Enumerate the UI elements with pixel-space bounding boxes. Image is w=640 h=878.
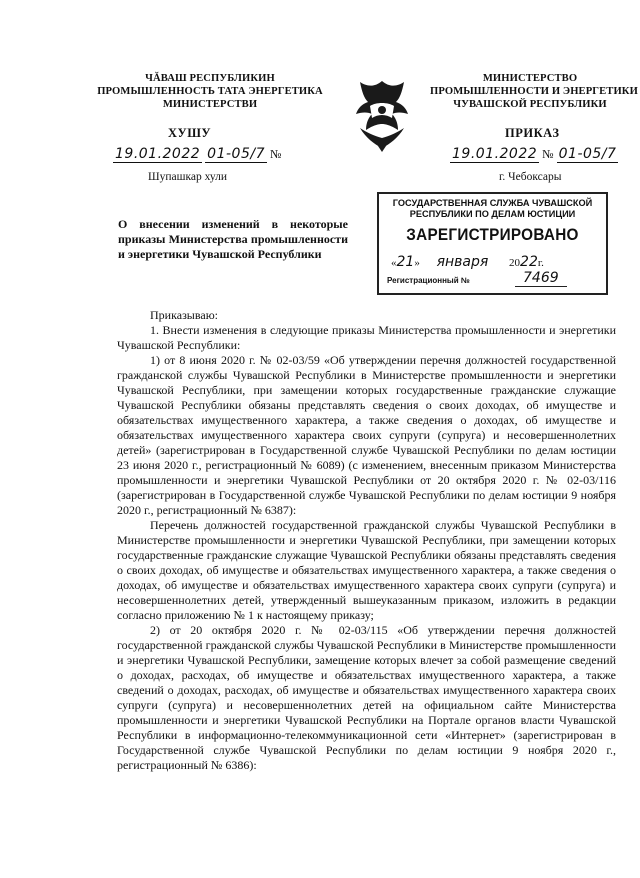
body-paragraph: 1) от 8 июня 2020 г. № 02-03/59 «Об утверждении перечня должностей государственной гражданской службы Чувашской Республики в Министерстве промышленности и энергетики Чувашской Республики, при замещении которых государственные гражданские служащие Чувашской Республики обязаны представлять сведения о своих доходах, об имуществе и обязательствах имущественного характера, а также сведения о доходах, об имуществе и обязательствах имущественного характера своих супруги (супруга) и несовершеннолетних детей» (зарегистрирован в Государственной службе Чувашской Республики по делам юстиции 23 июня 2020 г., регистрационный № 6089) (с изменением, внесенным приказом Министерства промышленности и энергетики Чувашской Республики от 20 октября 2020 г. № 02-03/116 (зарегистрирован в Государственной службе Чувашской Республики по делам юстиции 9 ноября 2020 г., регистрационный № 6387): [117, 353, 616, 517]
handwritten-date: 19.01.2022 [115, 146, 201, 162]
doc-type-left: ХУШУ [168, 126, 212, 140]
stamp-month: января [436, 254, 489, 270]
document-subject: О внесении изменений в некоторые приказы Министерства промышленности и энергетики Чувашской Республики [118, 217, 348, 261]
stamp-date: «21» января 2022г. [391, 254, 544, 270]
handwritten-number: 01-05/7 [558, 146, 617, 162]
number-line-left [113, 146, 281, 162]
body-paragraph: 2) от 20 октября 2020 г. № 02-03/115 «Об утверждении перечня должностей государственной гражданской службы Чувашской Республики в Министерстве промышленности и энергетики Чувашской Республики, замещение которых влечет за собой размещение сведений о доходах, расходах, об имуществе и обязательствах имущественного характера, а также сведений о доходах, расходах, об имуществе и обязательствах имущественного характера своих супруги (супруга) и несовершеннолетних детей на официальном сайте Министерства промышленности и энергетики Чувашской Республики на Портале органов власти Чувашской Республики в информационно-телекоммуникационной сети «Интернет» (зарегистрирован в Государственной службе Чувашской Республики по делам юстиции 9 ноября 2020 г., регистрационный № 6386): [117, 623, 616, 772]
header-left-line: ПРОМЫШЛЕННОСТЬ ТАТА ЭНЕРГЕТИКА [97, 86, 323, 97]
header-left-line: МИНИСТЕРСТВИ [162, 99, 258, 110]
header-right-line: ПРОМЫШЛЕННОСТИ И ЭНЕРГЕТИКИ [430, 86, 638, 97]
registration-stamp [377, 192, 608, 295]
body-paragraph: Перечень должностей государственной гражданской службы Чувашской Республики в Министерстве промышленности и энергетики Чувашской Республики, при замещении которых государственные гражданские служащие Чувашской Республики обязаны представлять сведения о своих доходах, об имуществе и обязательствах имущественного характера, а также сведения о доходах, об имуществе и обязательствах имущественного характера своих супруги (супруга) и несовершеннолетних детей, утвержденный вышеуказанным приказом, изложить в редакции согласно приложению № 1 к настоящему приказу; [117, 518, 616, 622]
handwritten-number: 01-05/7 [207, 146, 265, 162]
stamp-line: ГОСУДАРСТВЕННАЯ СЛУЖБА ЧУВАШСКОЙ [392, 198, 593, 208]
stamp-reg-value: 7469 [515, 270, 567, 287]
number-sign: № [542, 147, 554, 161]
stamp-year-prefix: 20 [509, 257, 521, 269]
header-right-line: МИНИСТЕРСТВО [482, 73, 578, 84]
body-paragraph: Приказываю: [150, 308, 218, 322]
coat-of-arms-emblem [352, 78, 412, 154]
number-line-right [450, 146, 618, 162]
header-left-line: ЧĂВАШ РЕСПУБЛИКИН [145, 73, 275, 84]
doc-type-right: ПРИКАЗ [505, 126, 560, 140]
header-left [88, 72, 332, 111]
number-sign: № [269, 147, 282, 161]
handwritten-date: 19.01.2022 [452, 146, 538, 162]
stamp-year: 22 [520, 254, 538, 270]
header-right [430, 72, 638, 111]
stamp-reg-number [387, 270, 602, 286]
stamp-header [379, 198, 606, 220]
stamp-reg-label: Регистрационный № [387, 276, 470, 285]
document-body [117, 308, 616, 773]
stamp-registered: ЗАРЕГИСТРИРОВАНО [406, 225, 579, 244]
stamp-day: 21 [396, 254, 415, 270]
header-right-line: ЧУВАШСКОЙ РЕСПУБЛИКИ [453, 99, 607, 110]
stamp-year-suffix: г. [537, 257, 544, 269]
place-right: г. Чебоксары [499, 171, 562, 183]
body-paragraph: 1. Внести изменения в следующие приказы Министерства промышленности и энергетики Чувашской Республики: [117, 323, 616, 352]
place-left: Шупашкар хули [148, 171, 228, 183]
stamp-line: РЕСПУБЛИКИ ПО ДЕЛАМ ЮСТИЦИИ [409, 209, 576, 219]
